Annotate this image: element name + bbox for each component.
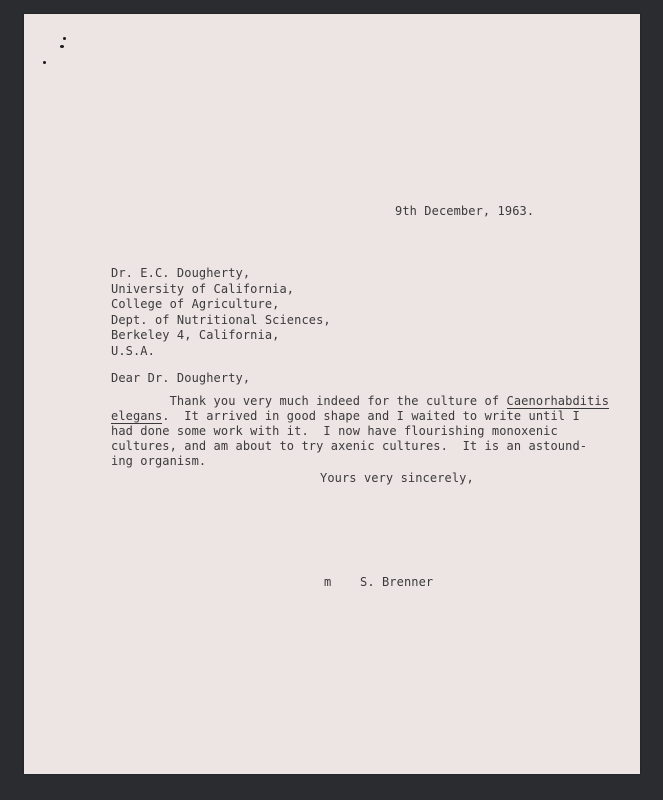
recipient-address — [111, 266, 331, 359]
address-line: Dept. of Nutritional Sciences, — [111, 312, 331, 327]
closing: Yours very sincerely, — [320, 471, 474, 485]
letter-date: 9th December, 1963. — [395, 204, 535, 218]
body-line — [111, 409, 609, 424]
letter-body — [111, 394, 609, 469]
signature-block — [324, 575, 433, 591]
typist-initial: m — [324, 575, 332, 589]
body-line: ing organism. — [111, 454, 207, 468]
letter-page — [24, 14, 640, 774]
body-line — [111, 394, 609, 409]
punch-mark — [60, 45, 64, 48]
address-line: Berkeley 4, California, — [111, 328, 280, 342]
address-line: Dr. E.C. Dougherty, — [111, 266, 251, 280]
address-line: University of California, — [111, 281, 295, 296]
species-name-underlined: elegans — [111, 409, 163, 423]
address-line: U.S.A. — [111, 343, 155, 358]
species-name-underlined: Caenorhabditis — [506, 394, 610, 408]
punch-mark — [43, 61, 46, 64]
punch-mark — [63, 37, 66, 40]
body-line: had done some work with it. I now have flourishing monoxenic — [111, 424, 558, 438]
salutation: Dear Dr. Dougherty, — [111, 371, 251, 385]
body-line: cultures, and am about to try axenic cultures. It is an astound- — [111, 439, 588, 453]
address-line: College of Agriculture, — [111, 297, 280, 311]
body-text: . It arrived in good shape and I waited to write until I — [162, 409, 580, 423]
signer-name: S. Brenner — [360, 575, 434, 589]
body-text: Thank you very much indeed for the culture of — [111, 394, 507, 408]
